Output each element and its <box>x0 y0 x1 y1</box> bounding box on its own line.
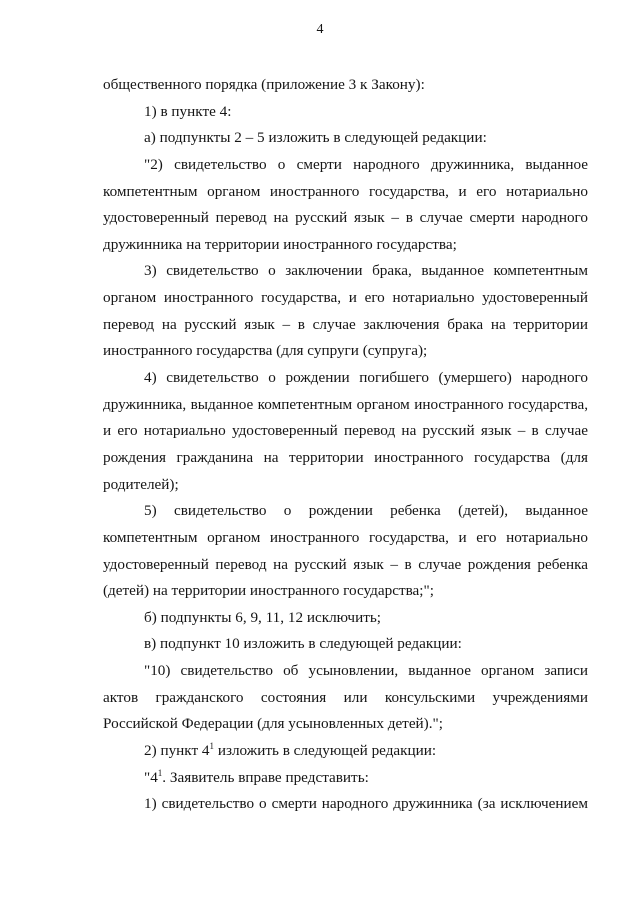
text-line <box>103 285 588 312</box>
text-line <box>103 711 588 738</box>
line-text: 1) в пункте 4: <box>144 102 232 120</box>
line-text: актов гражданского состояния или консульскими учреждениями <box>103 688 588 706</box>
line-text: Российской Федерации (для усыновленных детей)."; <box>103 715 443 733</box>
line-text: а) подпункты 2 – 5 изложить в следующей редакции: <box>144 129 487 147</box>
text-line <box>103 605 588 632</box>
line-text: в) подпункт 10 изложить в следующей редакции: <box>144 635 462 653</box>
line-text: родителей); <box>103 475 179 493</box>
text-line <box>103 152 588 179</box>
document-body <box>103 72 588 818</box>
text-line <box>103 472 588 499</box>
text-line <box>103 765 588 792</box>
line-text: органом иностранного государства, и его нотариально удостоверенный <box>103 289 588 307</box>
line-text: 1) свидетельство о смерти народного дружинника (за исключением <box>144 795 588 813</box>
line-text: удостоверенный перевод на русский язык – в случае смерти народного <box>103 209 588 227</box>
text-line <box>103 392 588 419</box>
text-line <box>103 258 588 285</box>
text-line <box>103 312 588 339</box>
line-text: "4 <box>144 768 158 786</box>
text-line <box>103 498 588 525</box>
page-number: 4 <box>316 22 324 37</box>
line-text: перевод на русский язык – в случае заключения брака на территории <box>103 315 588 333</box>
text-line <box>103 791 588 818</box>
text-line <box>103 179 588 206</box>
line-text: 5) свидетельство о рождении ребенка (детей), выданное <box>144 502 588 520</box>
line-text: рождения гражданина на территории иностранного государства (для <box>103 448 588 466</box>
line-text: удостоверенный перевод на русский язык – в случае рождения ребенка <box>103 555 588 573</box>
line-text: б) подпункты 6, 9, 11, 12 исключить; <box>144 608 381 626</box>
line-text: "2) свидетельство о смерти народного дружинника, выданное <box>144 155 588 173</box>
superscript: 1 <box>157 767 163 778</box>
text-line <box>103 418 588 445</box>
text-line <box>103 205 588 232</box>
text-line <box>103 658 588 685</box>
line-text: "10) свидетельство об усыновлении, выданное органом записи <box>144 662 588 680</box>
line-text: 3) свидетельство о заключении брака, выданное компетентным <box>144 262 588 280</box>
line-text: дружинника на территории иностранного государства; <box>103 235 457 253</box>
text-line <box>103 525 588 552</box>
line-text: компетентным органом иностранного государства, и его нотариально <box>103 182 588 200</box>
text-line <box>103 578 588 605</box>
text-line <box>103 338 588 365</box>
text-line <box>103 125 588 152</box>
text-line <box>103 365 588 392</box>
text-line <box>103 685 588 712</box>
line-text: иностранного государства (для супруги (супруга); <box>103 342 428 360</box>
text-line <box>103 445 588 472</box>
line-text: (детей) на территории иностранного государства;"; <box>103 582 434 600</box>
line-text: общественного порядка (приложение 3 к Закону): <box>103 76 425 93</box>
line-text-continuation: . Заявитель вправе представить: <box>162 768 369 786</box>
text-line <box>103 99 588 126</box>
line-text: дружинника, выданное компетентным органом иностранного государства, <box>103 395 588 413</box>
line-text-continuation: изложить в следующей редакции: <box>214 742 437 760</box>
line-text: 2) пункт 4 <box>144 742 210 760</box>
text-line <box>103 72 588 99</box>
text-line <box>103 738 588 765</box>
text-line <box>103 631 588 658</box>
line-text: компетентным органом иностранного государства, и его нотариально <box>103 528 588 546</box>
superscript: 1 <box>209 741 215 752</box>
text-line <box>103 552 588 579</box>
line-text: и его нотариально удостоверенный перевод на русский язык – в случае <box>103 422 588 440</box>
line-text: 4) свидетельство о рождении погибшего (умершего) народного <box>144 369 588 387</box>
text-line <box>103 232 588 259</box>
